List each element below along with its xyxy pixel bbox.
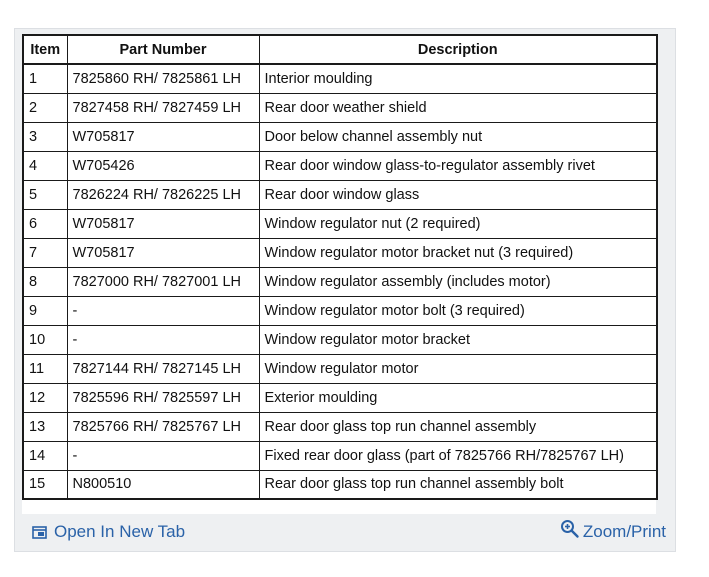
header-part-number: Part Number: [67, 35, 259, 64]
open-new-tab-label: Open In New Tab: [54, 522, 186, 541]
cell-description: Rear door window glass-to-regulator assembly rivet: [259, 151, 657, 180]
cell-part-number: -: [67, 325, 259, 354]
cell-part-number: 7825860 RH/ 7825861 LH: [67, 64, 259, 93]
zoom-print-label: Zoom/Print: [582, 522, 666, 541]
cell-item: 2: [23, 93, 67, 122]
cell-item: 12: [23, 383, 67, 412]
cell-description: Window regulator motor bracket: [259, 325, 657, 354]
table-row: [23, 383, 657, 412]
cell-item: 11: [23, 354, 67, 383]
figure-footer: [22, 520, 668, 546]
cell-part-number: W705817: [67, 238, 259, 267]
cell-description: Window regulator motor bracket nut (3 required): [259, 238, 657, 267]
open-new-tab-link[interactable]: [32, 522, 185, 542]
cell-item: 4: [23, 151, 67, 180]
cell-item: 10: [23, 325, 67, 354]
table-row: [23, 180, 657, 209]
cell-item: 1: [23, 64, 67, 93]
cell-description: Door below channel assembly nut: [259, 122, 657, 151]
table-row: [23, 296, 657, 325]
cell-part-number: -: [67, 296, 259, 325]
cell-description: Interior moulding: [259, 64, 657, 93]
cell-description: Window regulator nut (2 required): [259, 209, 657, 238]
table-row: [23, 64, 657, 93]
cell-part-number: 7827144 RH/ 7827145 LH: [67, 354, 259, 383]
zoom-icon: [560, 519, 580, 539]
cell-item: 6: [23, 209, 67, 238]
table-header-row: [23, 35, 657, 64]
cell-part-number: 7827458 RH/ 7827459 LH: [67, 93, 259, 122]
cell-description: Rear door glass top run channel assembly bolt: [259, 470, 657, 499]
cell-description: Window regulator assembly (includes motor): [259, 267, 657, 296]
cell-item: 7: [23, 238, 67, 267]
cell-description: Rear door glass top run channel assembly: [259, 412, 657, 441]
cell-item: 5: [23, 180, 67, 209]
table-row: [23, 470, 657, 499]
table-body: [23, 64, 657, 499]
cell-part-number: W705817: [67, 122, 259, 151]
cell-item: 9: [23, 296, 67, 325]
table-row: [23, 93, 657, 122]
table-row: [23, 354, 657, 383]
cell-part-number: 7825596 RH/ 7825597 LH: [67, 383, 259, 412]
cell-item: 15: [23, 470, 67, 499]
table-row: [23, 441, 657, 470]
cell-part-number: W705426: [67, 151, 259, 180]
zoom-print-link[interactable]: [560, 522, 666, 542]
cell-description: Window regulator motor: [259, 354, 657, 383]
table-row: [23, 151, 657, 180]
cell-description: Window regulator motor bolt (3 required): [259, 296, 657, 325]
table-row: [23, 412, 657, 441]
cell-part-number: N800510: [67, 470, 259, 499]
cell-description: Exterior moulding: [259, 383, 657, 412]
table-row: [23, 122, 657, 151]
table-row: [23, 325, 657, 354]
cell-item: 14: [23, 441, 67, 470]
table-row: [23, 238, 657, 267]
cell-part-number: -: [67, 441, 259, 470]
header-description: Description: [259, 35, 657, 64]
open-new-tab-icon: [32, 526, 47, 539]
header-item: Item: [23, 35, 67, 64]
cell-part-number: 7826224 RH/ 7826225 LH: [67, 180, 259, 209]
cell-part-number: 7825766 RH/ 7825767 LH: [67, 412, 259, 441]
cell-part-number: 7827000 RH/ 7827001 LH: [67, 267, 259, 296]
table-row: [23, 209, 657, 238]
cell-description: Rear door weather shield: [259, 93, 657, 122]
table-row: [23, 267, 657, 296]
cell-description: Fixed rear door glass (part of 7825766 RH/7825767 LH): [259, 441, 657, 470]
parts-table-container: [22, 34, 656, 514]
parts-table: [22, 34, 658, 500]
cell-item: 13: [23, 412, 67, 441]
cell-item: 3: [23, 122, 67, 151]
cell-item: 8: [23, 267, 67, 296]
cell-description: Rear door window glass: [259, 180, 657, 209]
cell-part-number: W705817: [67, 209, 259, 238]
